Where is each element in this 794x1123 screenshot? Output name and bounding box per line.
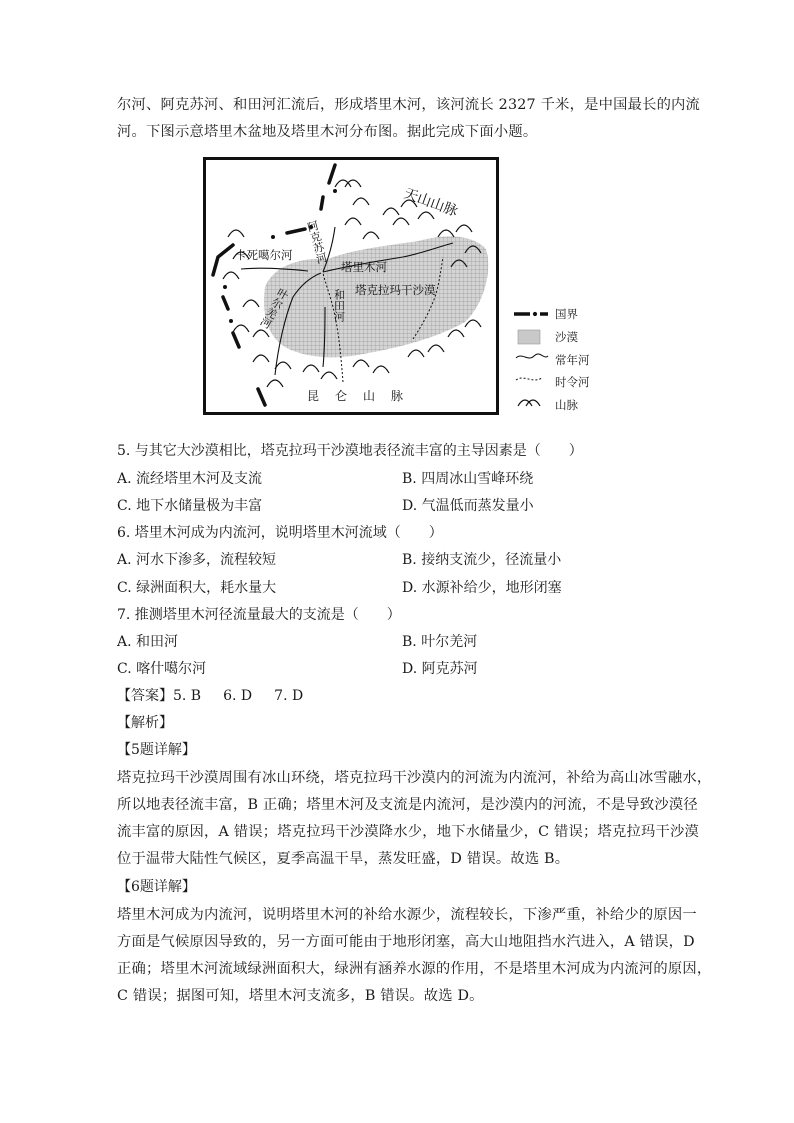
tarim-basin-map (203, 157, 499, 415)
analysis-label: 【解析】 (117, 715, 173, 731)
legend-perennial-river-label: 常年河 (555, 353, 590, 367)
akesu-river-label: 阿克苏河 (304, 219, 329, 266)
perennial-river-icon (516, 354, 548, 358)
legend-mountain-label: 山脉 (555, 398, 578, 412)
q5-option-d: D. 气温低而蒸发量小 (402, 498, 534, 514)
answer-6: 6. D (223, 688, 253, 704)
yarkand-river-label: 叶尔羌河 (257, 285, 291, 331)
answer-7: 7. D (274, 688, 304, 704)
question-6-stem: 6. 塔里木河成为内流河，说明塔里木河流域（ ） (117, 525, 443, 541)
kunlun-label-4: 脉 (391, 389, 404, 403)
detail-5-line-4: 位于温带大陆性气候区，夏季高温干旱，蒸发旺盛，D 错误。故选 B。 (117, 851, 570, 867)
hetian-river-label: 和田河 (332, 289, 346, 322)
legend-seasonal-river-label: 时令河 (555, 375, 590, 389)
tarim-river-label: 塔里木河 (341, 260, 387, 274)
kunlun-label-1: 昆 (307, 389, 320, 403)
detail-6-line-3: 正确；塔里木河流域绿洲面积大，绿洲有涵养水源的作用，不是塔里木河成为内流河的原因， (117, 961, 712, 977)
legend-border-label: 国界 (555, 307, 578, 321)
intro-line-2: 河。下图示意塔里木盆地及塔里木河分布图。据此完成下面小题。 (117, 124, 538, 140)
detail-5-title: 【5题详解】 (117, 742, 196, 758)
detail-5-line-3: 流丰富的原因，A 错误；塔克拉玛干沙漠降水少，地下水储量少，C 错误；塔克拉玛干沙漠 (117, 824, 700, 840)
kashgar-river-label: 卡死噶尔河 (235, 248, 293, 262)
q5-option-c: C. 地下水储量极为丰富 (117, 498, 263, 514)
detail-6-title: 【6题详解】 (117, 879, 196, 895)
q6-option-b: B. 接纳支流少，径流量小 (402, 552, 562, 568)
detail-6-line-1: 塔里木河成为内流河，说明塔里木河的补给水源少，流程较长，下渗严重，补给少的原因一 (117, 907, 697, 923)
detail-5-line-1: 塔克拉玛干沙漠周围有冰山环绕，塔克拉玛干沙漠内的河流为内流河，补给为高山冰雪融水， (117, 770, 712, 786)
question-7-stem: 7. 推测塔里木河径流量最大的支流是（ ） (117, 607, 401, 623)
detail-6-line-4: C 错误；据图可知，塔里木河支流多，B 错误。故选 D。 (117, 988, 484, 1004)
tianshan-label: 天山山脉 (401, 185, 460, 220)
answer-label: 【答案】 (117, 688, 173, 704)
question-5-stem: 5. 与其它大沙漠相比，塔克拉玛干沙漠地表径流丰富的主导因素是（ ） (117, 443, 583, 459)
border-icon (514, 312, 548, 315)
answer-5: 5. B (173, 688, 202, 704)
seasonal-river-icon (516, 378, 542, 380)
taklimakan-label: 塔克拉玛干沙漠 (355, 283, 436, 297)
detail-6-line-2: 方面是气候原因导致的，另一方面可能由于地形闭塞，高大山地阻挡水汽进入，A 错误，D (117, 934, 695, 950)
q7-option-b: B. 叶尔羌河 (402, 634, 478, 650)
q5-option-b: B. 四周冰山雪峰环绕 (402, 471, 534, 487)
intro-line-1: 尔河、阿克苏河、和田河汇流后，形成塔里木河，该河流长 2327 千米，是中国最长的内流 (117, 97, 701, 113)
detail-5-line-2: 所以地表径流丰富，B 正确；塔里木河及支流是内流河，是沙漠内的河流，不是导致沙漠径 (117, 797, 698, 813)
q6-option-c: C. 绿洲面积大，耗水量大 (117, 580, 277, 596)
kunlun-label-3: 山 (363, 389, 376, 403)
legend-desert-label: 沙漠 (555, 330, 578, 344)
mountain-icon (518, 400, 540, 406)
q7-option-c: C. 喀什噶尔河 (117, 661, 207, 677)
q6-option-d: D. 水源补给少，地形闭塞 (402, 580, 562, 596)
desert-icon (518, 330, 540, 344)
q5-option-a: A. 流经塔里木河及支流 (117, 471, 263, 487)
answer-row (117, 686, 303, 706)
q7-option-d: D. 阿克苏河 (402, 661, 478, 677)
q6-option-a: A. 河水下渗多，流程较短 (117, 552, 277, 568)
kunlun-label-2: 仑 (335, 389, 348, 403)
q7-option-a: A. 和田河 (117, 634, 179, 650)
